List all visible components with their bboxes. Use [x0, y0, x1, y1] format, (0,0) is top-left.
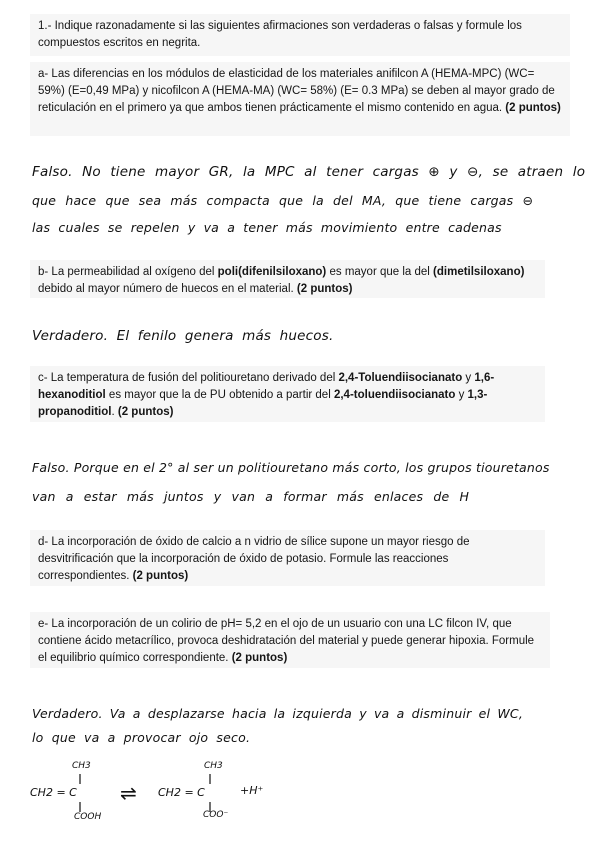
answer-b-line-1: Verdadero. El fenilo genera más huecos.: [32, 328, 334, 344]
answer-c-line-1: Falso. Porque en el 2° al ser un politiouretano más corto, los grupos tiouretanos: [32, 460, 550, 475]
question-c-text-1: c- La temperatura de fusión del politiouretano derivado del: [38, 372, 339, 384]
compound-dimethylsiloxane: (dimetilsiloxano): [433, 266, 525, 278]
answer-a-line-2: que hace que sea más compacta que la del MA, que tiene cargas ⊖: [32, 193, 534, 208]
question-b-text-3: debido al mayor número de huecos en el material.: [38, 283, 294, 295]
question-a-box: [30, 62, 570, 136]
question-a-text: a- Las diferencias en los módulos de elasticidad de los materiales anifilcon A (HEMA-MPC) (WC= 59%) (E=0,49 MPa) y nicofilcon A (HEMA-MA) (WC= 58%) (E= 0.3 MPa) se deben al mayor grado de reticulación en el primero ya que ambos tienen prácticamente el mismo contenido en agua.: [38, 68, 555, 114]
eq-left-cooh: COOH: [74, 812, 102, 822]
question-e-points: (2 puntos): [231, 652, 288, 664]
eq-arrow: ⇌: [120, 781, 137, 805]
question-c-text-2: y: [462, 372, 475, 384]
question-a-points: (2 puntos): [505, 102, 561, 114]
eq-right-ch3: CH3: [204, 761, 223, 771]
question-c-text-3: es mayor que la de PU obtenido a partir del: [105, 389, 334, 401]
eq-right-main: CH2 = C: [158, 786, 205, 799]
question-c-points: (2 puntos): [117, 406, 174, 418]
compound-toluendiisocianato-2: 2,4-toluendiisocianato: [333, 389, 456, 401]
question-intro-box: [30, 14, 570, 56]
question-c-text-4: y: [455, 389, 468, 401]
question-b-text-2: es mayor que la del: [326, 266, 434, 278]
compound-toluendiisocianato-1: 2,4-Toluendiisocianato: [338, 372, 463, 384]
eq-left-main: CH2 = C: [30, 786, 77, 799]
question-c-box: [30, 366, 545, 422]
question-d-points: (2 puntos): [132, 570, 189, 582]
question-d-text: d- La incorporación de óxido de calcio a n vidrio de sílice supone un mayor riesgo de desvitrificación que la incorporación de óxido de potasio. Formule las reacciones correspondientes.: [38, 536, 470, 582]
question-b-text-1: b- La permeabilidad al oxígeno del: [38, 266, 218, 278]
eq-left-bond-bottom: [78, 802, 82, 812]
answer-a-line-1: Falso. No tiene mayor GR, la MPC al tener cargas ⊕ y ⊖, se atraen lo: [32, 164, 586, 180]
question-e-box: [30, 612, 550, 668]
eq-right-coo: COO⁻: [203, 810, 229, 820]
eq-right-proton: +H⁺: [240, 784, 264, 797]
question-b-box: [30, 260, 545, 298]
question-intro: 1.- Indique razonadamente si las siguientes afirmaciones son verdaderas o falsas y formule los compuestos escritos en negrita.: [38, 20, 522, 49]
eq-left-bond-top: [78, 774, 82, 784]
answer-e-line-2: lo que va a provocar ojo seco.: [32, 730, 251, 745]
eq-right-bond-top: [208, 774, 212, 784]
compound-propanoditiol: 1,3-propanoditiol: [38, 389, 488, 418]
compound-hexanoditiol: 1,6-hexanoditiol: [38, 372, 495, 401]
eq-left-ch3: CH3: [72, 761, 91, 771]
compound-poly-diphenylsiloxane: poli(difenilsiloxano): [217, 266, 327, 278]
question-b-points: (2 puntos): [296, 283, 353, 295]
answer-c-line-2: van a estar más juntos y van a formar más enlaces de H: [32, 489, 470, 504]
answer-a-line-3: las cuales se repelen y va a tener más movimiento entre cadenas: [32, 220, 502, 235]
question-d-box: [30, 530, 545, 586]
answer-e-line-1: Verdadero. Va a desplazarse hacia la izquierda y va a disminuir el WC,: [32, 706, 524, 721]
question-e-text: e- La incorporación de un colirio de pH= 5,2 en el ojo de un usuario con una LC filcon IV, que contiene ácido metacrílico, provoca deshidratación del material y puede generar hipoxia. Formule el equilibrio químico correspondiente.: [38, 618, 535, 664]
question-c-text-5: .: [111, 406, 115, 418]
